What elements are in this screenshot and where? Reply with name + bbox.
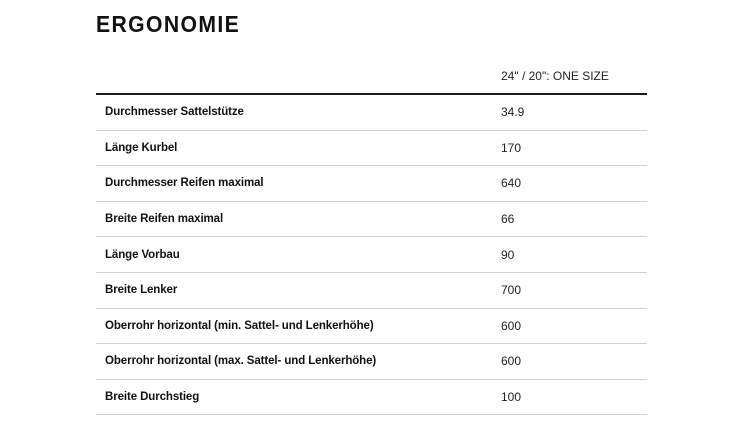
table-row xyxy=(96,379,647,415)
table-row xyxy=(96,130,647,166)
table-row xyxy=(96,272,647,308)
row-value: 90 xyxy=(501,237,647,273)
row-label: Durchmesser Reifen maximal xyxy=(96,166,501,202)
row-label: Breite Reifen maximal xyxy=(96,201,501,237)
row-label: Länge Kurbel xyxy=(96,130,501,166)
row-label: Oberrohr horizontal (min. Sattel- und Lenkerhöhe) xyxy=(96,308,501,344)
section-title: ERGONOMIE xyxy=(96,11,241,37)
row-label: Oberrohr horizontal (max. Sattel- und Lenkerhöhe) xyxy=(96,344,501,380)
geometry-table xyxy=(96,59,647,415)
row-value: 34.9 xyxy=(501,94,647,130)
table-row xyxy=(96,166,647,202)
table-row xyxy=(96,344,647,380)
row-label: Breite Durchstieg xyxy=(96,379,501,415)
table-header-row xyxy=(96,59,647,94)
header-label-cell xyxy=(96,59,501,94)
row-value: 600 xyxy=(501,344,647,380)
row-label: Breite Lenker xyxy=(96,272,501,308)
table-row xyxy=(96,201,647,237)
row-value: 100 xyxy=(501,379,647,415)
row-value: 640 xyxy=(501,166,647,202)
row-value: 66 xyxy=(501,201,647,237)
row-label: Länge Vorbau xyxy=(96,237,501,273)
table-row xyxy=(96,237,647,273)
header-size-cell: 24" / 20": ONE SIZE xyxy=(501,59,647,94)
table-row xyxy=(96,94,647,130)
row-value: 170 xyxy=(501,130,647,166)
row-value: 600 xyxy=(501,308,647,344)
row-value: 700 xyxy=(501,272,647,308)
row-label: Durchmesser Sattelstütze xyxy=(96,94,501,130)
table-row xyxy=(96,308,647,344)
